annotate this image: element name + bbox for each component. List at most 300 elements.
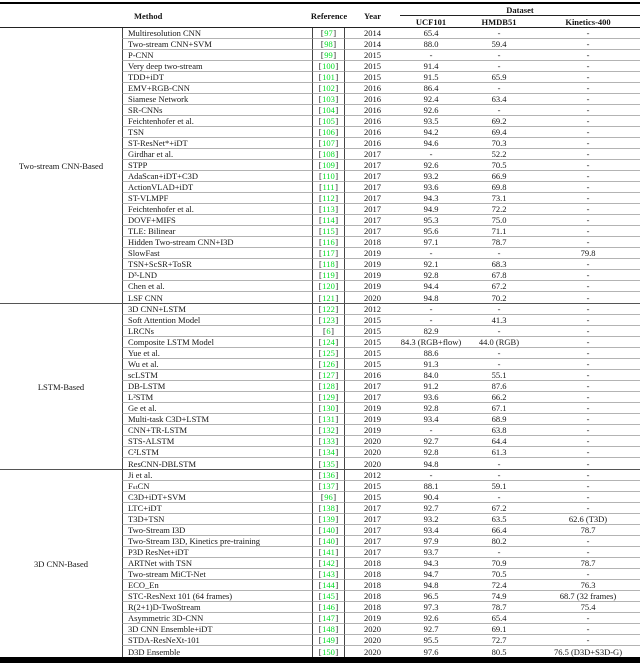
citation-close-bracket: ] xyxy=(335,215,339,225)
citation-close-bracket: ] xyxy=(335,160,339,170)
hmdb51-score: 70.3 xyxy=(462,138,536,149)
ucf101-score: 95.3 xyxy=(400,215,462,226)
ucf101-score: 92.8 xyxy=(400,270,462,281)
hmdb51-score: 67.8 xyxy=(462,270,536,281)
citation-close-bracket: ] xyxy=(331,326,334,336)
citation-open-bracket: [ xyxy=(318,105,322,115)
reference-citation[interactable] xyxy=(313,160,345,171)
citation-number: 139 xyxy=(322,514,335,524)
method-name: STS-ALSTM xyxy=(122,436,313,447)
kinetics400-score: - xyxy=(536,83,640,94)
reference-citation[interactable] xyxy=(313,39,345,50)
kinetics400-score: - xyxy=(536,635,640,646)
method-name: Chen et al. xyxy=(122,281,313,292)
kinetics400-score: - xyxy=(536,304,640,315)
reference-citation[interactable] xyxy=(313,447,345,458)
category-spacer-cell xyxy=(0,116,122,127)
citation-close-bracket: ] xyxy=(335,248,339,258)
reference-citation[interactable] xyxy=(313,470,345,481)
citation-open-bracket: [ xyxy=(318,580,322,590)
kinetics400-score: - xyxy=(536,326,640,337)
hmdb51-score: 66.9 xyxy=(462,171,536,182)
kinetics400-score: - xyxy=(586,458,590,469)
reference-citation[interactable] xyxy=(313,138,345,149)
year-value: 2015 xyxy=(345,481,400,492)
year-value: 2012 xyxy=(345,304,400,315)
citation-close-bracket: ] xyxy=(335,646,339,657)
citation-close-bracket: ] xyxy=(335,61,339,71)
category-spacer-cell xyxy=(0,403,122,414)
hmdb51-score: 68.9 xyxy=(462,414,536,425)
reference-citation[interactable] xyxy=(313,83,345,94)
kinetics400-score: 76.3 xyxy=(536,580,640,591)
ucf101-score: 94.3 xyxy=(400,558,462,569)
year-value: 2018 xyxy=(345,558,400,569)
method-name: ST-ResNet*+iDT xyxy=(122,138,313,149)
citation-close-bracket: ] xyxy=(335,182,338,192)
hmdb51-score: 72.7 xyxy=(462,635,536,646)
citation-open-bracket: [ xyxy=(318,304,322,314)
table-row xyxy=(0,348,640,359)
kinetics400-score: - xyxy=(536,481,640,492)
year-value: 2015 xyxy=(345,315,400,326)
ucf101-score: 94.9 xyxy=(400,204,462,215)
table-row xyxy=(0,61,640,72)
table-row xyxy=(0,503,640,514)
kinetics400-score: - xyxy=(536,315,640,326)
year-value: 2016 xyxy=(345,138,400,149)
citation-close-bracket: ] xyxy=(335,392,339,402)
citation-number: 124 xyxy=(322,337,335,347)
method-name: L²STM xyxy=(122,392,313,403)
reference-citation[interactable] xyxy=(313,514,345,525)
citation-number: 107 xyxy=(322,138,335,148)
reference-citation[interactable] xyxy=(313,458,345,469)
method-name: Soft Attention Model xyxy=(122,315,313,326)
category-spacer-cell xyxy=(0,94,122,105)
citation-number: 113 xyxy=(322,204,335,214)
citation-number: 140 xyxy=(322,536,335,546)
category-spacer-cell xyxy=(0,281,122,292)
citation-close-bracket: ] xyxy=(335,315,339,325)
hmdb51-score: 64.4 xyxy=(462,436,536,447)
method-name: P-CNN xyxy=(122,50,313,61)
category-spacer-cell xyxy=(0,171,122,182)
hmdb51-score: 75.0 xyxy=(462,215,536,226)
ucf101-score: 92.8 xyxy=(400,447,462,458)
reference-citation[interactable] xyxy=(313,547,345,558)
ucf101-score: 95.5 xyxy=(400,635,462,646)
kinetics400-score: - xyxy=(536,259,640,270)
kinetics400-score: - xyxy=(536,72,640,83)
table-row xyxy=(0,414,640,425)
ucf101-score: 94.3 xyxy=(400,193,462,204)
citation-close-bracket: ] xyxy=(335,337,339,347)
citation-close-bracket: ] xyxy=(335,514,339,524)
citation-open-bracket: [ xyxy=(318,61,322,71)
table-row xyxy=(0,470,640,481)
kinetics400-score: - xyxy=(536,28,640,39)
kinetics400-score: - xyxy=(536,116,640,127)
citation-close-bracket: ] xyxy=(335,348,339,358)
category-spacer-cell xyxy=(0,61,122,72)
table-row xyxy=(0,635,640,646)
citation-close-bracket: ] xyxy=(335,83,339,93)
hmdb51-score: 80.5 xyxy=(491,646,507,657)
reference-citation[interactable] xyxy=(313,569,345,580)
category-spacer-cell xyxy=(0,215,122,226)
year-value: 2016 xyxy=(345,116,400,127)
category-label: Two-stream CNN-Based xyxy=(18,160,104,171)
year-value: 2016 xyxy=(345,83,400,94)
year-value: 2017 xyxy=(345,215,400,226)
citation-open-bracket: [ xyxy=(318,270,322,280)
hmdb51-score: - xyxy=(462,28,536,39)
method-name: Two-Stream I3D, Kinetics pre-training xyxy=(122,536,313,547)
hmdb51-score: - xyxy=(462,326,536,337)
citation-number: 119 xyxy=(322,270,335,280)
year-value: 2019 xyxy=(345,270,400,281)
category-spacer-cell xyxy=(0,315,122,326)
reference-citation[interactable] xyxy=(313,646,345,657)
reference-citation[interactable] xyxy=(313,414,345,425)
hmdb51-score: 52.2 xyxy=(462,149,536,160)
citation-open-bracket: [ xyxy=(318,514,322,524)
table-row xyxy=(0,304,640,315)
table-row xyxy=(0,50,640,61)
kinetics400-score: 76.5 (D3D+S3D-G) xyxy=(553,646,623,657)
method-name: C3D+iDT+SVM xyxy=(122,492,313,503)
kinetics400-score: - xyxy=(536,425,640,436)
citation-open-bracket: [ xyxy=(318,281,322,291)
citation-number: 120 xyxy=(322,281,335,291)
reference-citation[interactable] xyxy=(313,259,345,270)
kinetics400-score: - xyxy=(536,370,640,381)
table-row xyxy=(0,28,640,39)
table-row xyxy=(0,370,640,381)
hmdb51-score: 78.7 xyxy=(462,237,536,248)
year-value: 2020 xyxy=(345,624,400,635)
citation-open-bracket: [ xyxy=(318,337,322,347)
citation-close-bracket: ] xyxy=(335,436,339,446)
reference-citation[interactable] xyxy=(313,635,345,646)
method-name: 3D CNN Ensemble+iDT xyxy=(122,624,313,635)
citation-number: 127 xyxy=(322,370,335,380)
ucf101-score: 92.6 xyxy=(400,105,462,116)
reference-citation[interactable] xyxy=(313,392,345,403)
reference-citation[interactable] xyxy=(313,503,345,514)
method-name: Two-stream CNN+SVM xyxy=(122,39,313,50)
category-spacer-cell xyxy=(0,436,122,447)
citation-close-bracket: ] xyxy=(335,547,339,557)
citation-open-bracket: [ xyxy=(320,39,324,49)
year-value: 2017 xyxy=(345,381,400,392)
kinetics400-score: - xyxy=(536,536,640,547)
hmdb51-score: 68.3 xyxy=(462,259,536,270)
table-row xyxy=(0,226,640,237)
reference-citation[interactable] xyxy=(313,591,345,602)
citation-close-bracket: ] xyxy=(335,635,339,645)
kinetics400-score: - xyxy=(536,337,640,348)
citation-open-bracket: [ xyxy=(318,259,322,269)
year-value: 2019 xyxy=(345,248,400,259)
year-value: 2017 xyxy=(345,204,400,215)
year-value: 2019 xyxy=(345,613,400,624)
reference-citation[interactable] xyxy=(313,536,345,547)
year-value: 2015 xyxy=(345,50,400,61)
ucf101-score: 92.6 xyxy=(400,160,462,171)
table-row xyxy=(0,481,640,492)
ucf101-score: 93.4 xyxy=(400,414,462,425)
kinetics400-score: - xyxy=(536,381,640,392)
reference-citation[interactable] xyxy=(313,370,345,381)
table-bottom-rule xyxy=(0,660,640,663)
citation-open-bracket: [ xyxy=(318,403,322,413)
citation-number: 122 xyxy=(322,304,335,314)
citation-open-bracket: [ xyxy=(318,414,322,424)
citation-number: 129 xyxy=(322,392,335,402)
table-row xyxy=(0,536,640,547)
citation-open-bracket: [ xyxy=(318,116,322,126)
year-value: 2019 xyxy=(345,259,400,270)
hmdb51-score: 66.2 xyxy=(462,392,536,403)
reference-citation[interactable] xyxy=(313,525,345,536)
reference-citation[interactable] xyxy=(313,326,345,337)
kinetics400-score: - xyxy=(536,215,640,226)
citation-number: 145 xyxy=(322,591,335,601)
table-row xyxy=(0,514,640,525)
reference-citation[interactable] xyxy=(313,149,345,160)
reference-citation[interactable] xyxy=(313,270,345,281)
method-name: Asymmetric 3D-CNN xyxy=(122,613,313,624)
category-spacer-cell xyxy=(0,503,122,514)
category-spacer-cell xyxy=(0,83,122,94)
citation-close-bracket: ] xyxy=(335,127,339,137)
method-name: Multiresolution CNN xyxy=(122,28,313,39)
citation-open-bracket: [ xyxy=(318,171,322,181)
reference-citation[interactable] xyxy=(313,171,345,182)
category-spacer-cell xyxy=(0,547,122,558)
kinetics400-score: - xyxy=(586,292,590,303)
citation-number: 140 xyxy=(322,525,335,535)
reference-citation[interactable] xyxy=(313,237,345,248)
citation-close-bracket: ] xyxy=(335,580,339,590)
ucf101-score: 94.2 xyxy=(400,127,462,138)
reference-citation[interactable] xyxy=(313,580,345,591)
hmdb51-score: 67.2 xyxy=(462,281,536,292)
citation-open-bracket: [ xyxy=(318,569,322,579)
category-spacer-cell xyxy=(0,569,122,580)
methods-comparison-table xyxy=(0,2,640,663)
method-category-group xyxy=(0,470,640,657)
year-value: 2016 xyxy=(345,127,400,138)
reference-citation[interactable] xyxy=(313,481,345,492)
method-name: TLE: Bilinear xyxy=(122,226,313,237)
citation-close-bracket: ] xyxy=(335,602,339,612)
ucf101-score: 94.4 xyxy=(400,281,462,292)
reference-citation[interactable] xyxy=(313,248,345,259)
category-spacer-cell xyxy=(0,348,122,359)
reference-citation[interactable] xyxy=(313,61,345,72)
reference-citation[interactable] xyxy=(313,558,345,569)
category-spacer-cell xyxy=(0,624,122,635)
year-value: 2020 xyxy=(364,292,381,303)
citation-close-bracket: ] xyxy=(335,370,339,380)
category-spacer-cell xyxy=(0,326,122,337)
citation-open-bracket: [ xyxy=(318,359,322,369)
reference-citation[interactable] xyxy=(313,425,345,436)
ucf101-score: 91.3 xyxy=(400,359,462,370)
citation-close-bracket: ] xyxy=(333,492,337,502)
kinetics400-score: - xyxy=(536,94,640,105)
hmdb51-score: 70.5 xyxy=(462,160,536,171)
reference-citation[interactable] xyxy=(313,50,345,61)
method-name: Ji et al. xyxy=(122,470,313,481)
reference-citation[interactable] xyxy=(313,602,345,613)
year-value: 2017 xyxy=(345,525,400,536)
hmdb51-score: 69.2 xyxy=(462,116,536,127)
table-row xyxy=(0,337,640,348)
ucf101-score: 94.8 xyxy=(400,580,462,591)
ucf101-score: 92.7 xyxy=(400,624,462,635)
citation-close-bracket: ] xyxy=(335,624,339,634)
method-name: Ge et al. xyxy=(122,403,313,414)
hmdb51-score: - xyxy=(497,458,501,469)
ucf101-score: 92.1 xyxy=(400,259,462,270)
reference-citation[interactable] xyxy=(313,72,345,83)
citation-close-bracket: ] xyxy=(335,270,339,280)
category-label: LSTM-Based xyxy=(37,381,85,392)
year-value: 2017 xyxy=(345,182,400,193)
reference-citation[interactable] xyxy=(313,337,345,348)
category-spacer-cell xyxy=(0,337,122,348)
method-name: CNN+TR-LSTM xyxy=(122,425,313,436)
reference-citation[interactable] xyxy=(313,226,345,237)
ucf101-score: - xyxy=(400,470,462,481)
ucf101-score: - xyxy=(400,248,462,259)
reference-citation[interactable] xyxy=(313,94,345,105)
kinetics400-score: 75.4 xyxy=(536,602,640,613)
citation-number: 144 xyxy=(322,580,335,590)
col-header-method: Method xyxy=(134,10,163,21)
reference-citation[interactable] xyxy=(313,28,345,39)
reference-citation[interactable] xyxy=(313,127,345,138)
method-name: FₛₜCN xyxy=(122,481,313,492)
reference-citation[interactable] xyxy=(313,315,345,326)
category-spacer-cell xyxy=(0,447,122,458)
citation-open-bracket: [ xyxy=(323,326,326,336)
reference-citation[interactable] xyxy=(313,492,345,503)
reference-citation[interactable] xyxy=(313,215,345,226)
table-row xyxy=(0,359,640,370)
year-value: 2014 xyxy=(345,28,400,39)
kinetics400-score: - xyxy=(536,204,640,215)
citation-close-bracket: ] xyxy=(335,304,339,314)
category-spacer-cell xyxy=(0,182,122,193)
method-name: Hidden Two-stream CNN+I3D xyxy=(122,237,313,248)
kinetics400-score: 78.7 xyxy=(536,525,640,536)
citation-close-bracket: ] xyxy=(335,204,339,214)
table-body xyxy=(0,28,640,660)
kinetics400-score: - xyxy=(536,348,640,359)
citation-open-bracket: [ xyxy=(318,160,322,170)
reference-citation[interactable] xyxy=(313,403,345,414)
reference-citation[interactable] xyxy=(313,381,345,392)
method-name: Feichtenhofer et al. xyxy=(122,116,313,127)
hmdb51-score: 44.0 (RGB) xyxy=(462,337,536,348)
category-spacer-cell xyxy=(0,237,122,248)
kinetics400-score: 68.7 (32 frames) xyxy=(536,591,640,602)
table-row xyxy=(0,138,640,149)
citation-number: 6 xyxy=(326,326,331,336)
year-value: 2017 xyxy=(345,547,400,558)
category-spacer-cell xyxy=(0,105,122,116)
reference-citation[interactable] xyxy=(313,359,345,370)
citation-close-bracket: ] xyxy=(335,171,339,181)
kinetics400-score: - xyxy=(536,359,640,370)
reference-citation[interactable] xyxy=(313,613,345,624)
table-row xyxy=(0,281,640,292)
kinetics400-score: 62.6 (T3D) xyxy=(536,514,640,525)
reference-citation[interactable] xyxy=(313,348,345,359)
citation-open-bracket: [ xyxy=(318,447,322,457)
citation-open-bracket: [ xyxy=(318,624,322,634)
reference-citation[interactable] xyxy=(313,182,345,193)
citation-close-bracket: ] xyxy=(335,281,339,291)
reference-citation[interactable] xyxy=(313,304,345,315)
reference-citation[interactable] xyxy=(313,281,345,292)
hmdb51-score: 67.2 xyxy=(462,503,536,514)
kinetics400-score: - xyxy=(536,503,640,514)
reference-citation[interactable] xyxy=(313,624,345,635)
citation-number: 97 xyxy=(324,28,333,38)
citation-open-bracket: [ xyxy=(318,348,322,358)
citation-open-bracket: [ xyxy=(318,425,322,435)
hmdb51-score: 72.4 xyxy=(462,580,536,591)
reference-citation[interactable] xyxy=(313,292,345,303)
citation-number: 96 xyxy=(324,492,333,502)
table-row xyxy=(0,447,640,458)
table-row xyxy=(0,591,640,602)
ucf101-score: 94.8 xyxy=(423,458,439,469)
table-row xyxy=(0,392,640,403)
reference-citation[interactable] xyxy=(313,436,345,447)
kinetics400-score: - xyxy=(536,138,640,149)
kinetics400-score: - xyxy=(536,105,640,116)
ucf101-score: 92.8 xyxy=(400,403,462,414)
category-spacer-cell xyxy=(0,28,122,39)
category-spacer-cell xyxy=(0,226,122,237)
ucf101-score: - xyxy=(400,425,462,436)
citation-open-bracket: [ xyxy=(318,315,322,325)
year-value: 2015 xyxy=(345,61,400,72)
ucf101-score: 86.4 xyxy=(400,83,462,94)
reference-citation[interactable] xyxy=(313,204,345,215)
citation-open-bracket: [ xyxy=(318,215,322,225)
citation-close-bracket: ] xyxy=(335,613,339,623)
year-value: 2020 xyxy=(345,447,400,458)
reference-citation[interactable] xyxy=(313,105,345,116)
method-name: C²LSTM xyxy=(122,447,313,458)
reference-citation[interactable] xyxy=(313,116,345,127)
reference-citation[interactable] xyxy=(313,193,345,204)
hmdb51-score: 73.1 xyxy=(462,193,536,204)
hmdb51-score: - xyxy=(462,348,536,359)
method-name: Feichtenhofer et al. xyxy=(122,204,313,215)
citation-number: 147 xyxy=(322,613,335,623)
ucf101-score: 93.6 xyxy=(400,392,462,403)
method-name: P3D ResNet+iDT xyxy=(122,547,313,558)
